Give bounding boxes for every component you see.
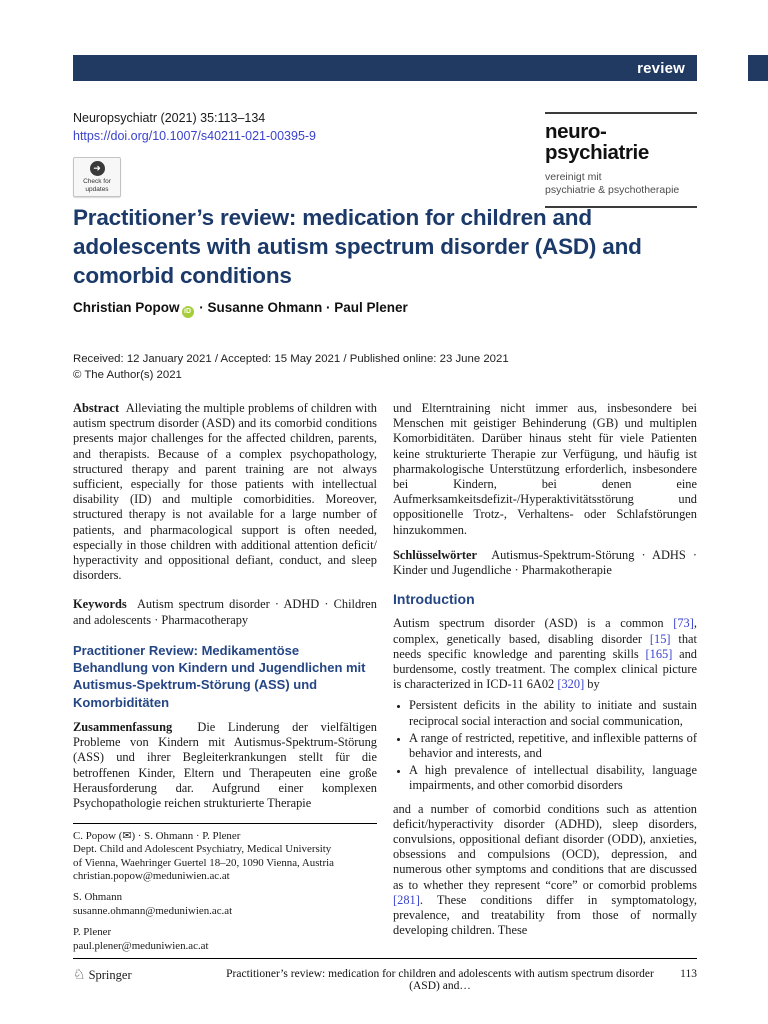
zusammenfassung-text: Die Linderung der vielfältigen Probleme von Kindern mit Autismus-Spektrum-Störung (ASS) und ihrer Begleiterkrankungen stellt für die betroffenen Kinder, Eltern und Therapeuten eine große Herausforderung dar. Aufgrund einer komplexen Psychopathologie reichen strukturierte Therapie (73, 720, 377, 811)
schluesselwoerter-text: Autismus-Spektrum-Störung · ADHS · Kinder und Jugendliche · Pharmakotherapie (393, 547, 697, 578)
citation-row (73, 110, 697, 208)
correspondence-plener (73, 926, 377, 953)
right-column (393, 401, 697, 953)
ref-link-281[interactable]: [281] (393, 892, 420, 907)
correspondence-ohmann (73, 891, 377, 918)
ref-link-15[interactable]: [15] (649, 631, 671, 646)
intro-text: , complex, genetically based, disabling disorder (393, 616, 697, 646)
corr-address-line1: Dept. Child and Adolescent Psychiatry, Medical University (73, 843, 332, 856)
category-label: review (637, 59, 685, 77)
author-popow: Christian Popow (73, 300, 180, 315)
springer-wordmark: Springer (88, 968, 132, 982)
page-number: 113 (680, 968, 697, 980)
bullet-item: • A range of restricted, repetitive, and inflexible patterns of behavior and interests, and (409, 731, 697, 761)
abstract-label: Abstract (73, 401, 120, 415)
keywords-paragraph (73, 597, 377, 627)
author-list (73, 300, 697, 318)
closing-text: . These conditions differ in symptomatology, prevalence, and treatability from those of normally developing children. These (393, 892, 697, 938)
check-updates-label: Check for updates (83, 177, 111, 193)
corr-name-plener: P. Plener (73, 926, 112, 939)
copyright-line: © The Author(s) 2021 (73, 368, 182, 381)
corr-name-ohmann: S. Ohmann (73, 891, 123, 904)
closing-paragraph (393, 802, 697, 939)
page-footer (73, 958, 697, 992)
ref-link-320[interactable]: [320] (557, 677, 585, 692)
ref-link-165[interactable]: [165] (645, 646, 673, 661)
abstract-paragraph (73, 401, 377, 583)
schluesselwoerter-label: Schlüsselwörter (393, 547, 477, 562)
intro-text: Autism spectrum disorder (ASD) is a common (393, 616, 674, 631)
corr-email-popow: christian.popow@meduniwien.ac.at (73, 869, 230, 882)
dates-block (73, 352, 697, 384)
zusammenfassung-label: Zusammenfassung (73, 720, 173, 735)
intro-text: that needs specific knowledge and parenting skills (393, 631, 697, 661)
corner-accent-square (748, 55, 768, 81)
zusammenfassung-paragraph (73, 720, 377, 811)
orcid-icon[interactable]: iD (182, 306, 194, 318)
article-body (73, 401, 697, 953)
correspondence-block (73, 823, 377, 953)
journal-tagline: vereinigt mit psychiatrie & psychotherapie (545, 170, 680, 197)
journal-logo (545, 112, 697, 208)
category-bar (73, 55, 697, 81)
corr-name-line: C. Popow (✉) · S. Ohmann · P. Plener (73, 829, 241, 842)
corr-email-ohmann: susanne.ohmann@meduniwien.ac.at (73, 904, 233, 917)
authors-rest: · Susanne Ohmann · Paul Plener (195, 300, 408, 315)
corr-email-plener: paul.plener@meduniwien.ac.at (73, 939, 209, 952)
check-updates-icon: ➜ (90, 161, 105, 176)
keywords-text: Autism spectrum disorder · ADHD · Children and adolescents · Pharmacotherapy (73, 597, 377, 627)
german-abstract-continued: und Elterntraining nicht immer aus, insbesondere bei Menschen mit geistiger Behinderung (GB) und multiplen Komorbiditäten. Darüber hinaus steht für viele Patienten keine strukturierte Therapie zur Verfügung, und häufig ist pharmakologische Unterstützung erforderlich, insbesondere bei Kindern, bei denen eine Aufmerksamkeitsdefizit-/Hyperaktivitätsstörung und oppositionelle Trotz-, Verhaltens- oder Schlafstörungen hinzukommen. (393, 401, 697, 537)
intro-paragraph (393, 616, 697, 692)
dates-line: Received: 12 January 2021 / Accepted: 15 May 2021 / Published online: 23 June 2021 (73, 353, 509, 365)
keywords-label: Keywords (73, 597, 127, 612)
corr-address-line2: of Vienna, Waehringer Guertel 18–20, 1090 Vienna, Austria (73, 856, 334, 869)
ref-link-73[interactable]: [73] (673, 616, 694, 631)
article-title: Practitioner’s review: medication for children and adolescents with autism spectrum disorder (ASD) and comorbid conditions (73, 205, 642, 289)
doi-link[interactable]: https://doi.org/10.1007/s40211-021-00395-9 (73, 128, 317, 143)
citation-text: Neuropsychiatr (2021) 35:113–134 (73, 111, 266, 125)
abstract-text: Alleviating the multiple problems of children with autism spectrum disorder (ASD) and its comorbid conditions presents major challenges for the affected children, parents, and therapists. Because of a complex psychopathology, structured therapy and parent training are not always sufficient, especially for those patients with intellectual disability (ID) and multiple comorbidities. Moreover, structured therapy is not available for a large number of patients, and pharmacological support is often needed, especially in those children with additional attention deficit/ hyperactivity and oppositional defiant, conduct, and sleep disorders. (73, 401, 378, 583)
introduction-heading: Introduction (393, 591, 475, 608)
springer-knight-icon: ♘ (73, 967, 86, 983)
check-updates-badge[interactable] (73, 157, 121, 197)
left-column (73, 401, 377, 953)
german-title: Practitioner Review: Medikamentöse Behandlung von Kindern und Jugendlichen mit Autismus-Spektrum-Störung (ASS) und Komorbiditäten (73, 642, 366, 710)
journal-name: neuro- psychiatrie (545, 120, 649, 165)
bullet-item: • A high prevalence of intellectual disability, language impairments, and other comorbid disorders (409, 763, 697, 793)
springer-logo (73, 968, 223, 983)
intro-text: and burdensome, costly treatment. The complex clinical picture is characterized in ICD-11 6A02 (393, 646, 697, 692)
running-title: Practitioner’s review: medication for children and adolescents with autism spectrum disorder (ASD) and… (226, 968, 654, 992)
icd-criteria-list (393, 698, 697, 793)
correspondence-primary (73, 830, 377, 884)
schluesselwoerter-paragraph (393, 548, 697, 578)
intro-text: by (584, 677, 600, 692)
bullet-item: • Persistent deficits in the ability to initiate and sustain reciprocal social interaction and social communication, (409, 698, 697, 728)
closing-text: and a number of comorbid conditions such as attention deficit/hyperactivity disorder (ADHD), sleep disorders, convulsions, oppositional defiant disorder (ODD), anxieties, obsessions and compulsions (OCD), depression, and numerous other symptoms and conditions that are discussed as to whether they represent “core” or comorbid problems (393, 801, 697, 892)
